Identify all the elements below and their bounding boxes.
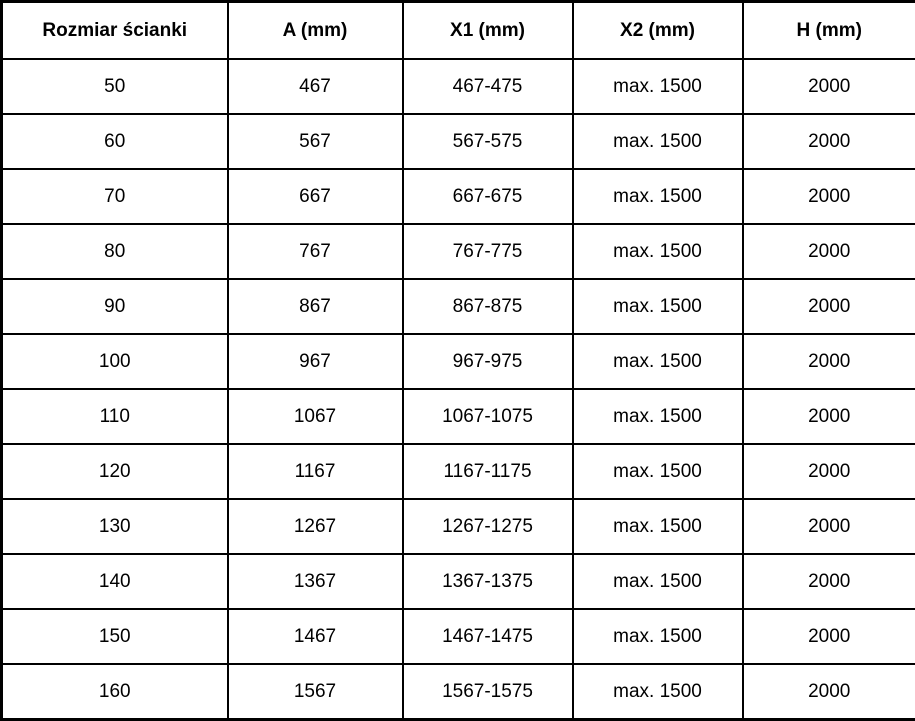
column-header-wall-size: Rozmiar ścianki [2,2,228,60]
cell-a: 767 [228,224,403,279]
table-row [2,499,915,554]
cell-wall-size: 80 [2,224,228,279]
table-body [2,59,915,720]
cell-a: 567 [228,114,403,169]
cell-wall-size: 130 [2,499,228,554]
cell-x2: max. 1500 [573,609,743,664]
cell-x2: max. 1500 [573,279,743,334]
cell-x1: 467-475 [403,59,573,114]
table-row [2,59,915,114]
cell-h: 2000 [743,444,915,499]
table-row [2,114,915,169]
table-row [2,389,915,444]
cell-x2: max. 1500 [573,499,743,554]
cell-x1: 1267-1275 [403,499,573,554]
cell-x2: max. 1500 [573,334,743,389]
cell-wall-size: 120 [2,444,228,499]
cell-x1: 867-875 [403,279,573,334]
cell-wall-size: 90 [2,279,228,334]
cell-x2: max. 1500 [573,59,743,114]
cell-x1: 667-675 [403,169,573,224]
table-header-row [2,2,915,60]
cell-x2: max. 1500 [573,114,743,169]
cell-x2: max. 1500 [573,389,743,444]
cell-a: 1167 [228,444,403,499]
cell-a: 1067 [228,389,403,444]
cell-wall-size: 150 [2,609,228,664]
cell-x2: max. 1500 [573,664,743,720]
table-row [2,169,915,224]
cell-a: 1567 [228,664,403,720]
cell-a: 1267 [228,499,403,554]
cell-x2: max. 1500 [573,169,743,224]
column-header-x2: X2 (mm) [573,2,743,60]
cell-wall-size: 140 [2,554,228,609]
column-header-h: H (mm) [743,2,915,60]
cell-a: 667 [228,169,403,224]
cell-h: 2000 [743,664,915,720]
cell-a: 1367 [228,554,403,609]
cell-h: 2000 [743,499,915,554]
table-row [2,609,915,664]
cell-x2: max. 1500 [573,224,743,279]
cell-h: 2000 [743,389,915,444]
cell-a: 867 [228,279,403,334]
cell-x1: 967-975 [403,334,573,389]
cell-a: 467 [228,59,403,114]
cell-h: 2000 [743,334,915,389]
column-header-x1: X1 (mm) [403,2,573,60]
cell-h: 2000 [743,59,915,114]
cell-x1: 567-575 [403,114,573,169]
cell-x2: max. 1500 [573,444,743,499]
cell-h: 2000 [743,224,915,279]
cell-x1: 1467-1475 [403,609,573,664]
cell-x1: 1167-1175 [403,444,573,499]
cell-h: 2000 [743,169,915,224]
cell-h: 2000 [743,279,915,334]
cell-wall-size: 110 [2,389,228,444]
cell-h: 2000 [743,554,915,609]
cell-wall-size: 60 [2,114,228,169]
table-row [2,664,915,720]
table-row [2,279,915,334]
table-row [2,554,915,609]
cell-wall-size: 100 [2,334,228,389]
table-header [2,2,915,60]
cell-x1: 767-775 [403,224,573,279]
cell-wall-size: 50 [2,59,228,114]
cell-h: 2000 [743,609,915,664]
cell-x1: 1567-1575 [403,664,573,720]
table-row [2,334,915,389]
cell-wall-size: 70 [2,169,228,224]
table-row [2,224,915,279]
cell-x1: 1067-1075 [403,389,573,444]
column-header-a: A (mm) [228,2,403,60]
table-row [2,444,915,499]
cell-a: 1467 [228,609,403,664]
cell-x1: 1367-1375 [403,554,573,609]
cell-h: 2000 [743,114,915,169]
cell-a: 967 [228,334,403,389]
cell-wall-size: 160 [2,664,228,720]
cell-x2: max. 1500 [573,554,743,609]
